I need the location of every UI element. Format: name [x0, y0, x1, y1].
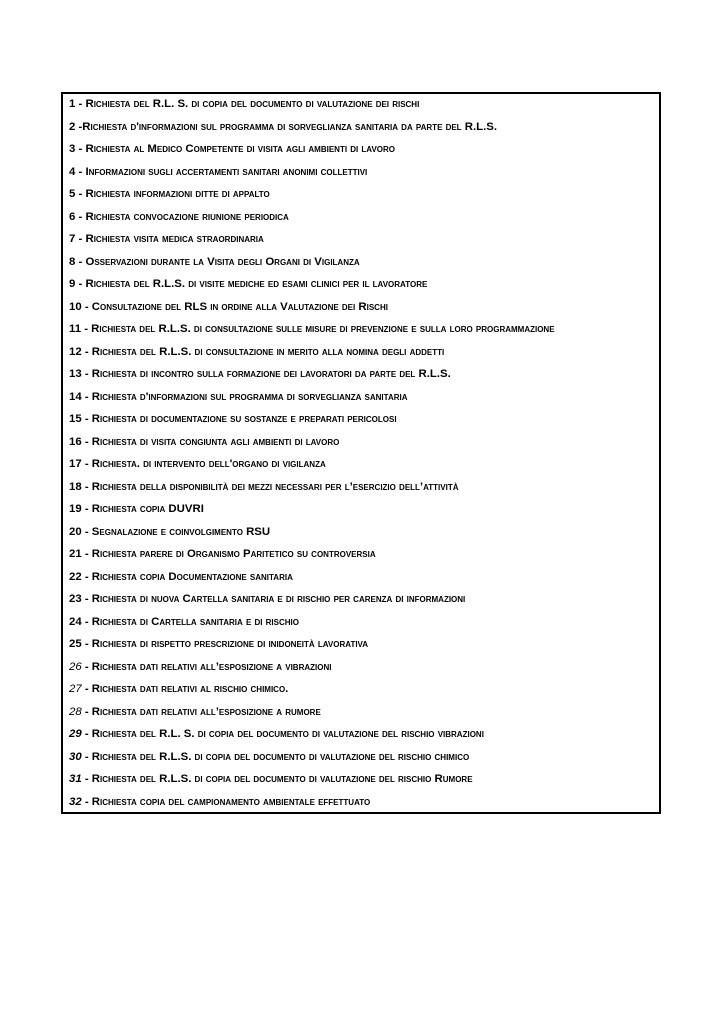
item-text: - Richiesta parere di Organismo Paritetico su controversia	[84, 548, 376, 560]
item-text: - Richiesta d'informazioni sul programma di sorveglianza sanitaria	[84, 390, 408, 403]
item-text: - Richiesta del R.L.S. di consultazione sulle misure di prevenzione e sulla loro programmazione	[84, 323, 555, 335]
item-number: 15	[69, 413, 82, 425]
item-number: 22	[69, 570, 82, 583]
item-text: - Richiesta di incontro sulla formazione dei lavoratori da parte del R.L.S.	[84, 368, 451, 380]
item-text: - Richiesta convocazione riunione periodica	[78, 210, 289, 223]
request-list-box	[61, 92, 661, 814]
item-number: 21	[69, 548, 82, 560]
list-item	[69, 772, 659, 787]
item-number: 6	[69, 210, 76, 223]
item-number: 7	[69, 233, 76, 245]
list-item	[69, 435, 659, 450]
item-text: - Richiesta di Cartella sanitaria e di rischio	[84, 615, 299, 628]
item-number: 8	[69, 255, 76, 268]
item-number: 4	[69, 165, 76, 178]
list-item	[69, 750, 659, 765]
list-item	[69, 97, 659, 112]
list-item	[69, 480, 659, 495]
item-number: 9	[69, 278, 76, 290]
item-text: - Richiesta del R.L.S. di copia del documento di valutazione del rischio Rumore	[84, 773, 473, 785]
item-number: 27	[69, 683, 82, 695]
item-number: 2	[69, 120, 76, 133]
item-number: 24	[69, 615, 82, 628]
item-text: - Richiesta del R.L.S. di visite mediche ed esami clinici per il lavoratore	[78, 278, 428, 290]
item-number: 1	[69, 98, 76, 110]
item-text: - Richiesta copia del campionamento ambientale effettuato	[84, 795, 371, 808]
list-item	[69, 592, 659, 607]
item-number: 5	[69, 188, 76, 200]
item-number: 20	[69, 525, 82, 538]
item-number: 30	[69, 750, 82, 763]
item-number: 14	[69, 390, 82, 403]
item-number: 17	[69, 458, 82, 470]
item-text: - Richiesta del R.L. S. di copia del documento di valutazione del rischio vibrazioni	[84, 728, 484, 740]
list-item	[69, 165, 659, 180]
item-text: - Richiesta del R.L.S. di consultazione in merito alla nomina degli addetti	[84, 345, 445, 358]
list-item	[69, 345, 659, 360]
list-item	[69, 277, 659, 292]
item-text: - Richiesta dati relativi al rischio chimico.	[84, 683, 289, 695]
item-text: - Richiesta copia DUVRI	[84, 503, 204, 515]
item-text: - Richiesta di nuova Cartella sanitaria e di rischio per carenza di informazioni	[84, 593, 466, 605]
item-number: 3	[69, 143, 76, 155]
item-number: 19	[69, 503, 82, 515]
item-text: - Richiesta dati relativi all’esposizione a rumore	[84, 705, 321, 718]
item-text: - Osservazioni durante la Visita degli Organi di Vigilanza	[78, 255, 360, 268]
list-item	[69, 705, 659, 720]
item-number: 11	[69, 323, 82, 335]
list-item	[69, 502, 659, 517]
item-number: 10	[69, 300, 82, 313]
item-number: 31	[69, 773, 82, 785]
item-text: - Richiesta di visita congiunta agli ambienti di lavoro	[84, 435, 340, 448]
item-text: - Richiesta. di intervento dell'organo di vigilanza	[84, 458, 326, 470]
list-item	[69, 322, 659, 337]
item-number: 18	[69, 480, 82, 493]
item-number: 25	[69, 638, 82, 650]
list-item	[69, 120, 659, 135]
list-item	[69, 187, 659, 202]
list-item	[69, 142, 659, 157]
list-item	[69, 727, 659, 742]
list-item	[69, 525, 659, 540]
item-number: 28	[69, 705, 82, 718]
item-text: - Richiesta informazioni ditte di appalto	[78, 188, 270, 200]
list-item	[69, 300, 659, 315]
item-text: - Richiesta del R.L. S. di copia del documento di valutazione dei rischi	[78, 98, 420, 110]
item-number: 32	[69, 795, 82, 808]
item-text: - Richiesta del R.L.S. di copia del documento di valutazione del rischio chimico	[84, 750, 470, 763]
item-text: - Richiesta di documentazione su sostanze e preparati pericolosi	[84, 413, 397, 425]
item-text: - Informazioni sugli accertamenti sanitari anonimi collettivi	[78, 165, 368, 178]
item-text: - Richiesta visita medica straordinaria	[78, 233, 264, 245]
list-item	[69, 547, 659, 562]
item-text: - Segnalazione e coinvolgimento RSU	[84, 525, 271, 538]
item-text: - Richiesta della disponibilità dei mezzi necessari per l’esercizio dell’attività	[84, 480, 459, 493]
item-text: - Richiesta di rispetto prescrizione di inidoneità lavorativa	[84, 638, 369, 650]
list-item	[69, 615, 659, 630]
list-item	[69, 412, 659, 427]
list-item	[69, 795, 659, 810]
list-item	[69, 682, 659, 697]
item-number: 29	[69, 728, 82, 740]
list-item	[69, 637, 659, 652]
list-item	[69, 660, 659, 675]
item-text: - Richiesta copia Documentazione sanitaria	[84, 570, 293, 583]
list-item	[69, 210, 659, 225]
item-number: 16	[69, 435, 82, 448]
item-number: 13	[69, 368, 82, 380]
item-number: 23	[69, 593, 82, 605]
item-number: 12	[69, 345, 82, 358]
list-item	[69, 367, 659, 382]
list-item	[69, 390, 659, 405]
item-text: -Richiesta d'informazioni sul programma di sorveglianza sanitaria da parte del R.L.S.	[78, 120, 498, 133]
list-item	[69, 457, 659, 472]
list-item	[69, 255, 659, 270]
item-text: - Richiesta dati relativi all’esposizione a vibrazioni	[84, 660, 332, 673]
item-text: - Richiesta al Medico Competente di visita agli ambienti di lavoro	[78, 143, 396, 155]
item-number: 26	[69, 660, 82, 673]
item-text: - Consultazione del RLS in ordine alla Valutazione dei Rischi	[84, 300, 388, 313]
list-item	[69, 570, 659, 585]
list-item	[69, 232, 659, 247]
